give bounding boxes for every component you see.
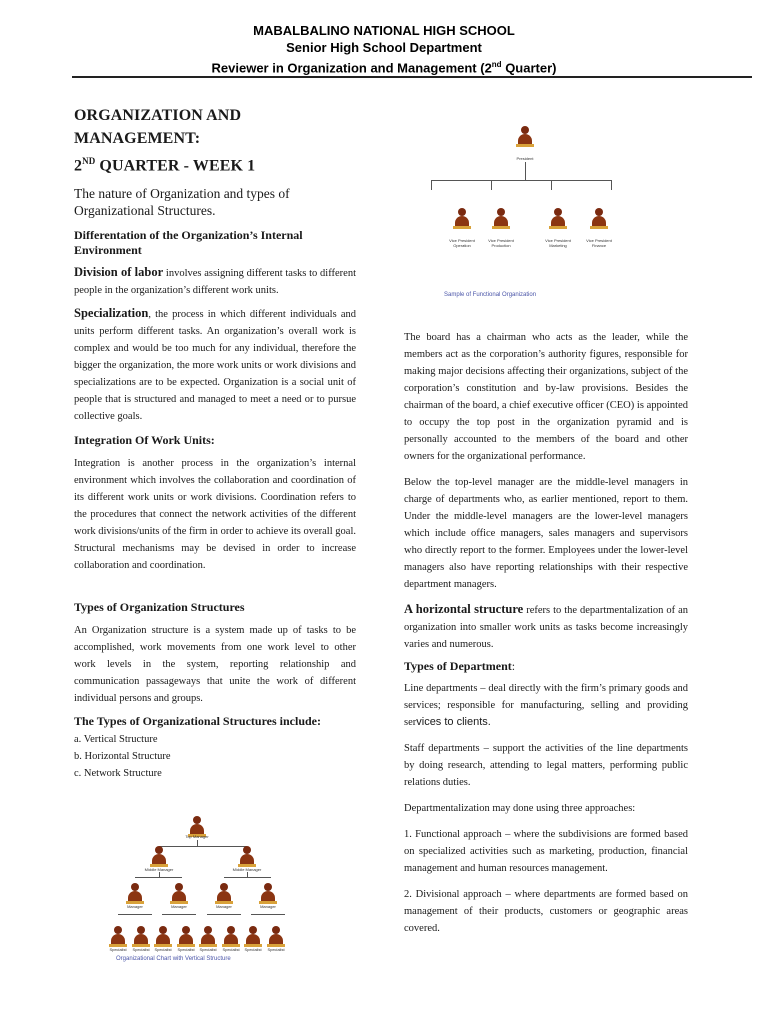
connector-line [611, 180, 612, 190]
include-heading: The Types of Organizational Structures include: [74, 714, 322, 729]
types-heading: Types of Organization Structures [74, 600, 245, 615]
vp-figure [455, 208, 469, 230]
specialist-label: Specialist [109, 947, 127, 952]
manager-figure [217, 883, 231, 905]
integration-paragraph: Integration is another process in the organization’s internal environment which involves the collaboration and coordination of its different work units or work divisions. Coordination refers to the procedures that connect the network activities of the different work divisions/units of the firm in order to achieve its overall goal. Structural mechanisms may be devised in order to increase collaboration and coordination. [74, 458, 356, 572]
specialist-label: Specialist [177, 947, 195, 952]
connector-line [224, 877, 271, 878]
specialist-label: Specialist [222, 947, 240, 952]
specialist-label: Specialist [154, 947, 172, 952]
middle-manager-figure [152, 846, 166, 868]
page-title: ORGANIZATION AND MANAGEMENT: 2ND QUARTER - WEEK 1 [74, 107, 256, 175]
functional-approach-paragraph: 1. Functional approach – where the subdivisions are formed based on specialized activities such as marketing, production, financial management and human resources management. [404, 829, 688, 874]
specialist-label: Specialist [244, 947, 262, 952]
department-name: Senior High School Department [286, 40, 482, 55]
connector-line [118, 914, 152, 915]
document-header [0, 22, 768, 76]
list-item: a. Vertical Structure [74, 734, 158, 746]
reviewer-title: Reviewer in Organization and Management (2nd Quarter) [211, 60, 557, 76]
president-label: President [516, 156, 534, 161]
school-name: MABALBALINO NATIONAL HIGH SCHOOL [253, 23, 515, 38]
division-of-labor-paragraph: Division of labor involves assigning different tasks to different people in the organization’s different work units. [74, 265, 356, 297]
specialist-figure [224, 926, 238, 948]
vp-figure [551, 208, 565, 230]
specialist-figure [179, 926, 193, 948]
types-paragraph: An Organization structure is a system made up of tasks to be accomplished, work movements from one work level to other work levels in the system, reporting relationship and communication passageways that unite the work of different individual persons and groups. [74, 625, 356, 705]
top-manager-label: Top Manager [185, 834, 209, 839]
divisional-approach-paragraph: 2. Divisional approach – where departments are formed based on management of their products, customers or geographic areas covered. [404, 889, 688, 934]
manager-label: Manager [260, 904, 276, 909]
connector-line [251, 914, 285, 915]
middle-manager-figure [240, 846, 254, 868]
list-item: b. Horizontal Structure [74, 751, 171, 763]
specialist-label: Specialist [132, 947, 150, 952]
vp-label: Vice President Marketing [545, 238, 571, 248]
specialist-figure [269, 926, 283, 948]
vp-figure [494, 208, 508, 230]
president-figure [518, 126, 532, 148]
staff-departments-paragraph: Staff departments – support the activities of the line departments by doing research, attending to legal matters, performing public relations duties. [404, 743, 688, 788]
connector-line [551, 180, 552, 190]
vp-label: Vice President Operation [449, 238, 475, 248]
specialist-figure [201, 926, 215, 948]
vp-label: Vice President Production [488, 238, 514, 248]
manager-figure [261, 883, 275, 905]
department-types-heading: Types of Department: [404, 659, 516, 673]
differentiation-heading: Differentation of the Organization’s Internal Environment [74, 228, 303, 258]
vertical-org-chart [108, 816, 288, 968]
vp-figure [592, 208, 606, 230]
approaches-paragraph: Departmentalization may done using three approaches: [404, 803, 636, 814]
specialization-paragraph: Specialization, the process in which different individuals and units perform different tasks. An organization’s overall work is complex and would be too much for any individual, therefore the bigger the organization, the more work units or work divisions and specializations are to be expected. Organization is a social unit of people that is structured and managed to meet a need or to pursue collective goals. [74, 306, 356, 423]
connector-line [431, 180, 432, 190]
specialist-figure [156, 926, 170, 948]
connector-line [162, 914, 196, 915]
vp-label: Vice President Finance [586, 238, 612, 248]
line-departments-paragraph: Line departments – deal directly with the firm’s primary goods and services; responsible for manufacturing, selling and providing services to clients. [404, 683, 688, 728]
functional-chart-caption: Sample of Functional Organization [444, 292, 537, 298]
connector-line [159, 846, 247, 847]
header-rule [72, 76, 752, 78]
integration-heading: Integration Of Work Units: [74, 433, 215, 448]
board-paragraph: The board has a chairman who acts as the leader, while the members act as the corporation’s authority figures, responsible for making major decisions affecting their organizations, subject of the corporation’s constitution and by-law provisions. Besides the chairman of the board, a chief executive officer (CEO) is appointed to occupy the top post in the organization pyramid and is personally accounted to the members of the board and other owners for the organizational performance. [404, 332, 688, 462]
specialist-figure [134, 926, 148, 948]
structure-list [74, 731, 356, 782]
list-item: c. Network Structure [74, 768, 162, 780]
specialist-label: Specialist [267, 947, 285, 952]
specialist-label: Specialist [199, 947, 217, 952]
manager-label: Manager [216, 904, 232, 909]
connector-line [431, 180, 612, 181]
connector-line [491, 180, 492, 190]
manager-figure [172, 883, 186, 905]
horizontal-paragraph: A horizontal structure refers to the departmentalization of an organization into smaller work units as tasks become increasingly varies and numerous. [404, 602, 688, 650]
specialist-figure [246, 926, 260, 948]
connector-line [207, 914, 241, 915]
manager-figure [128, 883, 142, 905]
manager-label: Manager [171, 904, 187, 909]
connector-line [525, 162, 526, 180]
middle-manager-label: Middle Manager [144, 867, 174, 872]
left-column [74, 104, 356, 782]
managers-paragraph: Below the top-level manager are the middle-level managers in charge of departments who, as earlier mentioned, report to them. Under the middle-level managers are the lower-level managers which include office managers, sales managers and supervisors who directly report to the former. Employees under the lower-level managers also have reporting relationships with their respective department managers. [404, 477, 688, 590]
right-column [404, 329, 688, 937]
subtitle: The nature of Organization and types of Organizational Structures. [74, 186, 290, 219]
middle-manager-label: Middle Manager [232, 867, 262, 872]
functional-org-chart [420, 120, 630, 310]
manager-label: Manager [127, 904, 143, 909]
vertical-chart-caption: Organizational Chart with Vertical Structure [116, 956, 231, 962]
connector-line [135, 877, 182, 878]
specialist-figure [111, 926, 125, 948]
